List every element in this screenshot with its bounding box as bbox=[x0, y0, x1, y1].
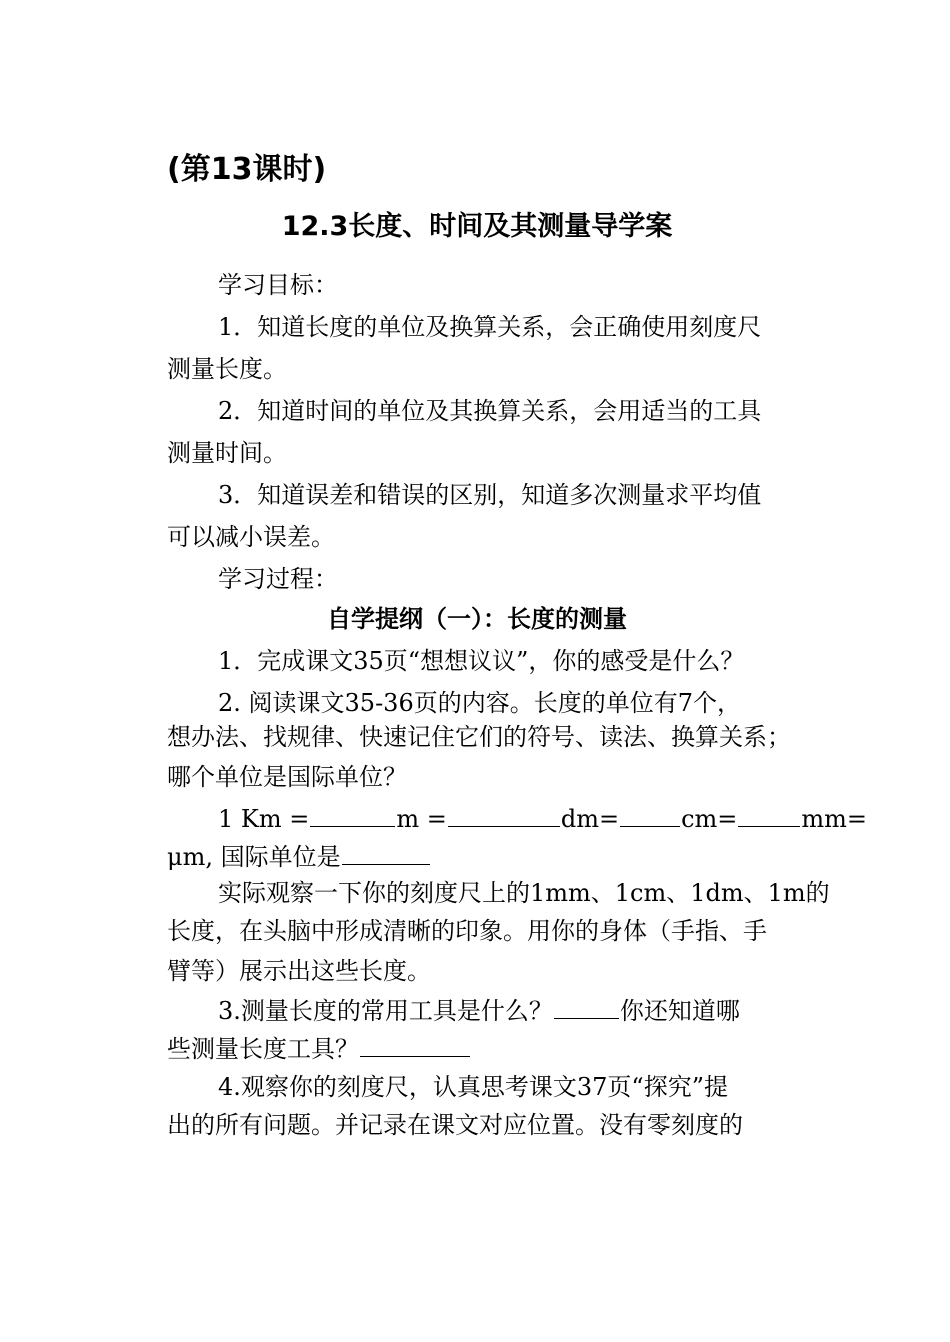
objective-3-line-1: 3．知道误差和错误的区别，知道多次测量求平均值 bbox=[218, 481, 762, 509]
q3-text-a: 3.测量长度的常用工具是什么？ bbox=[218, 997, 553, 1025]
question-2-line-1: 2. 阅读课文35-36页的内容。长度的单位有7个， bbox=[218, 689, 741, 717]
question-4-line-1: 4.观察你的刻度尺，认真思考课文37页“探究”提 bbox=[218, 1073, 728, 1101]
objective-2-line-2: 测量时间。 bbox=[167, 439, 287, 467]
conversion-line-1 bbox=[218, 800, 867, 836]
objective-3-line-2: 可以减小误差。 bbox=[167, 523, 335, 551]
objectives-heading: 学习目标： bbox=[218, 271, 338, 299]
q3-text-c: 些测量长度工具？ bbox=[167, 1035, 359, 1063]
question-1: 1．完成课文35页“想想议议”，你的感受是什么？ bbox=[218, 647, 745, 675]
question-2-line-3: 哪个单位是国际单位？ bbox=[167, 763, 407, 791]
blank-cm[interactable] bbox=[620, 800, 680, 827]
objective-2-line-1: 2．知道时间的单位及其换算关系，会用适当的工具 bbox=[218, 397, 762, 425]
blank-other-tools[interactable] bbox=[360, 1030, 470, 1057]
outline-title: 自学提纲（一）：长度的测量 bbox=[327, 605, 627, 633]
blank-common-tool[interactable] bbox=[554, 992, 619, 1019]
observe-line-3: 臂等）展示出这些长度。 bbox=[167, 957, 431, 985]
question-3-line-2 bbox=[167, 1030, 787, 1066]
conv-m-label: m = bbox=[396, 805, 447, 833]
observe-line-1: 实际观察一下你的刻度尺上的1mm、1cm、1dm、1m的 bbox=[218, 879, 830, 907]
question-2-line-2: 想办法、找规律、快速记住它们的符号、读法、换算关系； bbox=[167, 723, 791, 751]
objective-1-line-1: 1．知道长度的单位及换算关系，会正确使用刻度尺 bbox=[218, 313, 762, 341]
q3-text-b: 你还知道哪 bbox=[619, 997, 740, 1025]
blank-dm[interactable] bbox=[448, 800, 560, 827]
blank-m[interactable] bbox=[310, 800, 395, 827]
process-heading: 学习过程： bbox=[218, 565, 338, 593]
observe-line-2: 长度，在头脑中形成清晰的印象。用你的身体（手指、手 bbox=[167, 917, 767, 945]
blank-mm[interactable] bbox=[738, 800, 800, 827]
blank-si-unit[interactable] bbox=[342, 838, 430, 865]
objective-1-line-2: 测量长度。 bbox=[167, 355, 287, 383]
conv-um-label: μm, 国际单位是 bbox=[167, 843, 341, 871]
question-4-line-2: 出的所有问题。并记录在课文对应位置。没有零刻度的 bbox=[167, 1111, 743, 1139]
conversion-line-2 bbox=[167, 838, 787, 874]
conv-mm-label: mm= bbox=[801, 805, 867, 833]
lesson-number: (第13课时) bbox=[167, 152, 327, 187]
conv-dm-label: dm= bbox=[560, 805, 620, 833]
conv-cm-label: cm= bbox=[681, 805, 738, 833]
page-title: 12.3长度、时间及其测量导学案 bbox=[281, 211, 673, 242]
question-3-line-1 bbox=[218, 992, 787, 1028]
conv-km-label: 1 Km = bbox=[218, 805, 310, 833]
